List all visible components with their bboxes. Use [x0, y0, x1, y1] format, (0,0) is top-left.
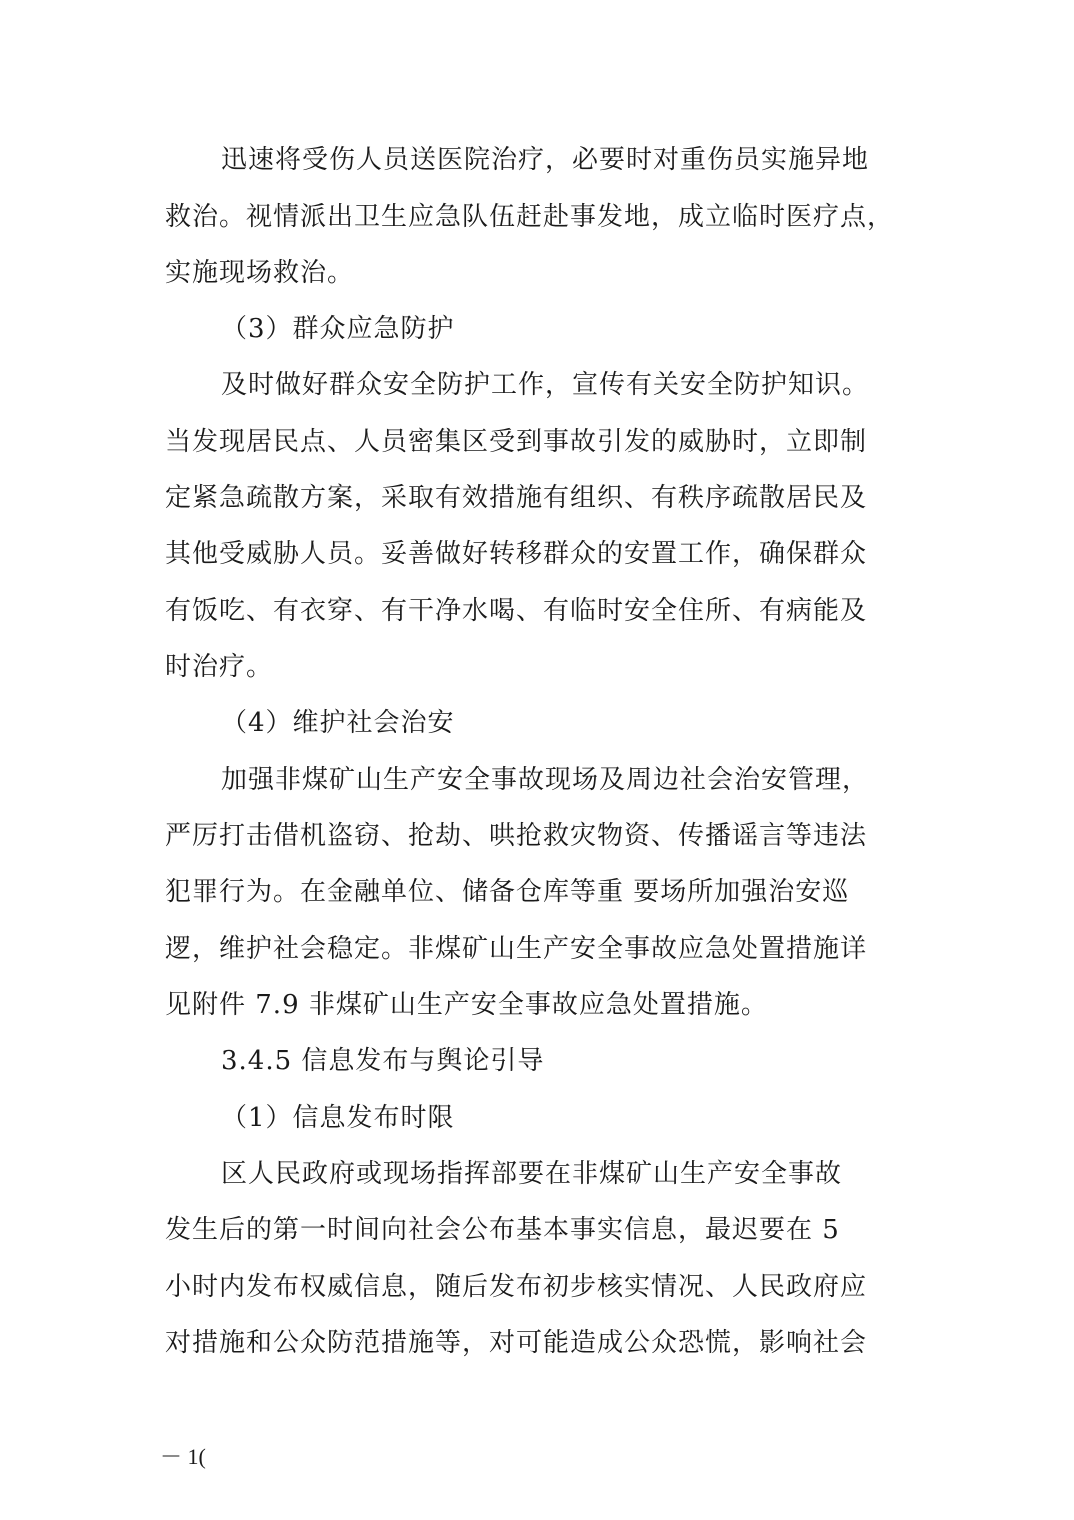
body-line: 逻，维护社会稳定。非煤矿山生产安全事故应急处置措施详 — [165, 934, 868, 964]
body-line: 定紧急疏散方案，采取有效措施有组织、有秩序疏散居民及 — [165, 483, 868, 513]
body-line: 当发现居民点、人员密集区受到事故引发的威胁时，立即制 — [165, 427, 868, 457]
body-line: 迅速将受伤人员送医院治疗，必要时对重伤员实施异地 — [221, 145, 870, 175]
body-line: 时治疗。 — [165, 652, 274, 682]
body-line: 严厉打击借机盗窃、抢劫、哄抢救灾物资、传播谣言等违法 — [165, 821, 868, 851]
body-line: 犯罪行为。在金融单位、储备仓库等重 要场所加强治安巡 — [165, 877, 850, 907]
body-line: 区人民政府或现场指挥部要在非煤矿山生产安全事故 — [221, 1159, 843, 1189]
page-number: － 1( — [160, 1444, 206, 1469]
body-line: 对措施和公众防范措施等，对可能造成公众恐慌，影响社会 — [165, 1328, 868, 1358]
body-line: 小时内发布权威信息，随后发布初步核实情况、人民政府应 — [165, 1272, 868, 1302]
section-heading: （4）维护社会治安 — [221, 708, 455, 738]
body-line: 见附件 7.9 非煤矿山生产安全事故应急处置措施。 — [165, 990, 768, 1020]
body-line: 加强非煤矿山生产安全事故现场及周边社会治安管理， — [221, 765, 870, 795]
body-line: 救治。视情派出卫生应急队伍赶赴事发地，成立临时医疗点， — [165, 202, 895, 232]
body-line: 有饭吃、有衣穿、有干净水喝、有临时安全住所、有病能及 — [165, 596, 868, 626]
section-heading: （1）信息发布时限 — [221, 1103, 455, 1133]
section-heading: 3.4.5 信息发布与舆论引导 — [221, 1046, 545, 1076]
body-line: 发生后的第一时间向社会公布基本事实信息，最迟要在 5 — [165, 1215, 840, 1245]
body-line: 实施现场救治。 — [165, 258, 355, 288]
body-line: 及时做好群众安全防护工作，宣传有关安全防护知识。 — [221, 370, 870, 400]
body-line: 其他受威胁人员。妥善做好转移群众的安置工作，确保群众 — [165, 539, 868, 569]
section-heading: （3）群众应急防护 — [221, 314, 455, 344]
